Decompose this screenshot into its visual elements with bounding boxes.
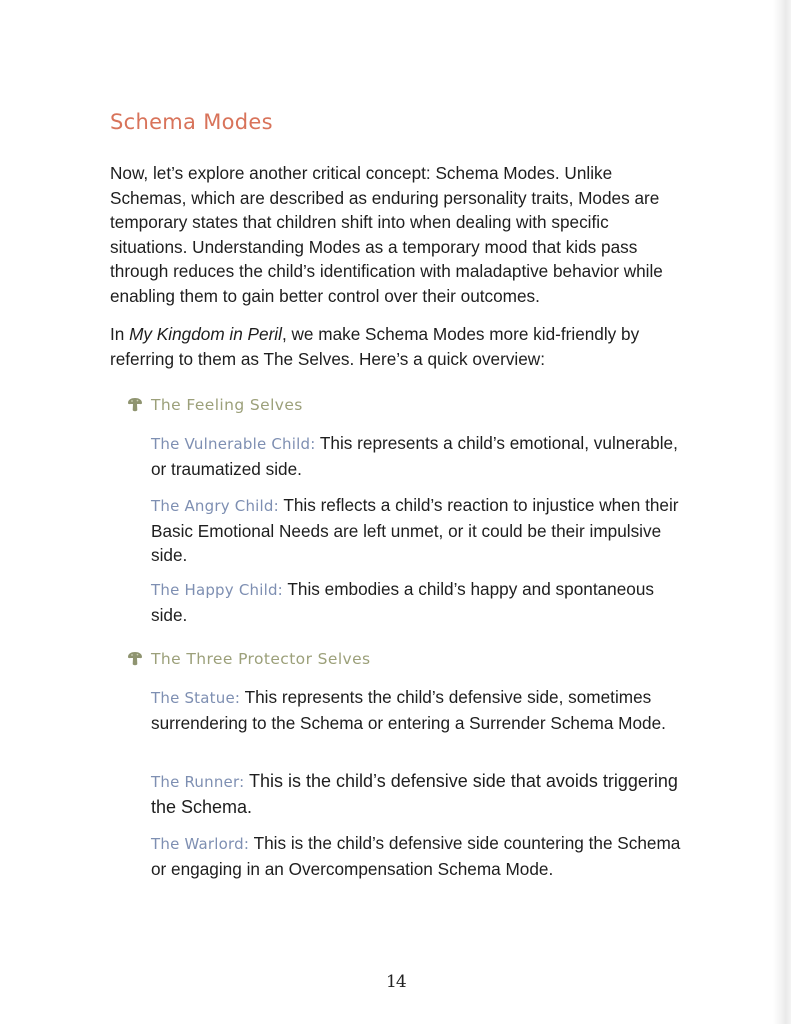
mushroom-icon: [127, 651, 143, 667]
item-label: The Angry Child:: [151, 497, 279, 515]
list-item-happy-child: [151, 577, 681, 627]
item-label: The Vulnerable Child:: [151, 435, 316, 453]
selves-intro-paragraph: [110, 322, 690, 371]
item-text: This is the child’s defensive side countering the Schema or engaging in an Overcompensation Schema Mode.: [151, 833, 681, 879]
list-item-angry-child: [151, 493, 681, 568]
item-label: The Warlord:: [151, 835, 250, 853]
item-label: The Runner:: [151, 773, 245, 791]
book-title: My Kingdom in Peril: [129, 324, 282, 344]
item-text: This reflects a child’s reaction to injustice when their Basic Emotional Needs are left unmet, or it could be their impulsive side.: [151, 495, 679, 566]
item-label: The Statue:: [151, 689, 241, 707]
list-item-warlord: [151, 831, 681, 881]
item-text: This represents the child’s defensive side, sometimes surrendering to the Schema or entering a Surrender Schema Mode.: [151, 687, 666, 733]
item-text: This is the child’s defensive side that avoids triggering the Schema.: [151, 771, 678, 817]
section-heading-feeling-selves: [127, 396, 303, 414]
item-text: This embodies a child’s happy and spontaneous side.: [151, 579, 654, 625]
page-title: Schema Modes: [110, 110, 273, 134]
section-heading-text: The Feeling Selves: [151, 396, 303, 414]
intro-paragraph: Now, let’s explore another critical concept: Schema Modes. Unlike Schemas, which are described as enduring personality traits, Modes are temporary states that children shift into when dealing with specific situations. Understanding Modes as a temporary mood that kids pass through reduces the child’s identification with maladaptive behavior while enabling them to gain better control over their outcomes.: [110, 163, 663, 306]
list-item-runner: [151, 769, 681, 819]
paragraph-text: In: [110, 324, 130, 344]
item-text: This represents a child’s emotional, vulnerable, or traumatized side.: [151, 433, 678, 479]
list-item-vulnerable-child: [151, 431, 681, 481]
section-heading-protector-selves: [127, 650, 371, 668]
paragraph-text: , we make Schema Modes more kid-friendly by referring to them as The Selves. Here’s a quick overview:: [110, 324, 640, 369]
page-edge-shadow: [773, 0, 791, 1024]
section-heading-text: The Three Protector Selves: [151, 650, 371, 668]
item-label: The Happy Child:: [151, 581, 283, 599]
page-number: 14: [386, 972, 406, 992]
list-item-statue: [151, 685, 681, 735]
mushroom-icon: [127, 397, 143, 413]
